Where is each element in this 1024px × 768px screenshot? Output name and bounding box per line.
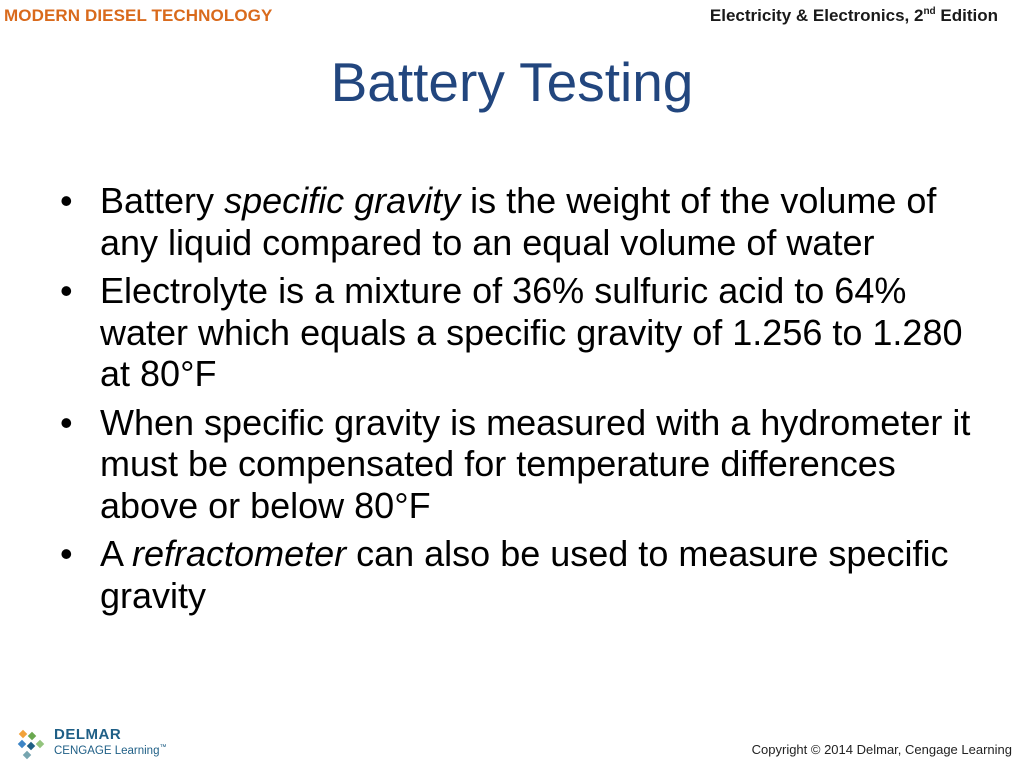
bullet-dot: • xyxy=(60,533,73,574)
book-edition xyxy=(710,6,998,26)
logo-line-2-text: CENGAGE Learning xyxy=(54,744,160,757)
bullet-text: Electrolyte is a mixture of 36% sulfuric acid to 64% water which equals a specific gravity of 1.256 to 1.280 at 80°F xyxy=(100,270,963,394)
bullet-text: A xyxy=(100,533,133,574)
book-edition-ordinal: nd xyxy=(923,6,936,17)
bullet-item xyxy=(60,533,980,616)
bullet-dot: • xyxy=(60,180,73,221)
logo-line-2 xyxy=(54,744,166,757)
logo-trademark: ™ xyxy=(159,744,167,751)
bullet-item xyxy=(60,270,980,395)
bullet-list xyxy=(60,180,980,623)
slide-title: Battery Testing xyxy=(330,51,694,113)
bullet-term: specific gravity xyxy=(224,180,461,221)
course-title: MODERN DIESEL TECHNOLOGY xyxy=(4,6,273,25)
book-edition-tail: Edition xyxy=(935,6,998,25)
logo-line-1: DELMAR xyxy=(54,726,122,743)
bullet-item xyxy=(60,180,980,263)
publisher-logo xyxy=(16,726,176,762)
delmar-logo-icon xyxy=(16,729,48,761)
bullet-item xyxy=(60,402,980,527)
bullet-term: refractometer xyxy=(132,533,347,574)
bullet-dot: • xyxy=(60,401,73,443)
bullet-text: Battery xyxy=(100,180,225,221)
bullet-text: is the weight of the volume of any liquid compared to an equal volume of water xyxy=(100,180,937,263)
bullet-text: When specific gravity is measured with a hydrometer it must be compensated for temperature differences above or below 80°F xyxy=(100,401,971,526)
copyright-notice: Copyright © 2014 Delmar, Cengage Learning xyxy=(751,742,1012,757)
bullet-dot: • xyxy=(60,270,73,311)
book-edition-main: Electricity & Electronics, 2 xyxy=(709,6,924,25)
bullet-text: can also be used to measure specific gravity xyxy=(100,533,949,616)
